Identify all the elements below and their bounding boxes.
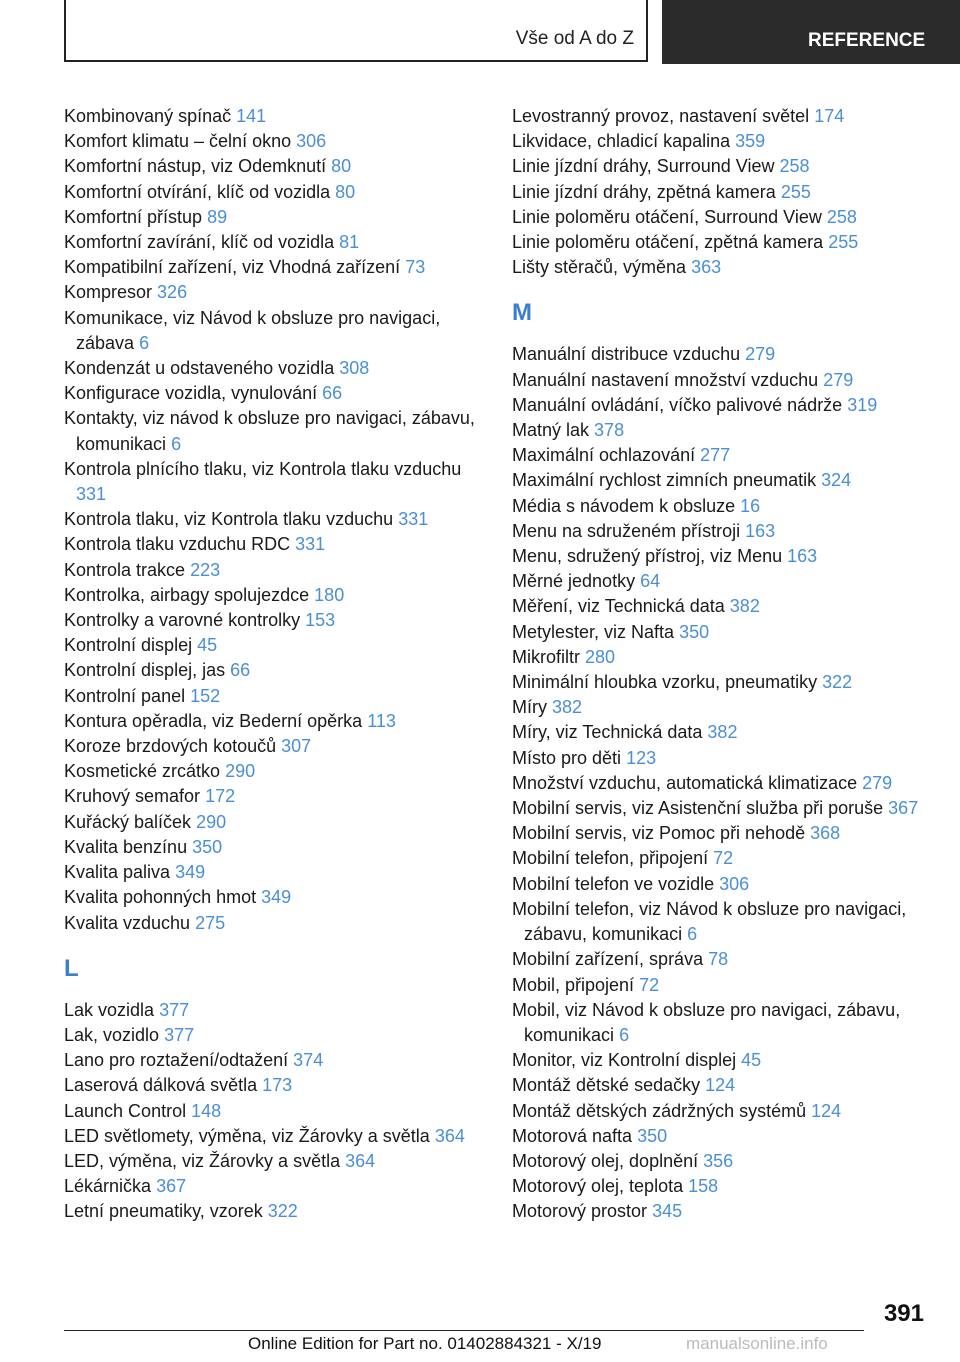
index-page-link[interactable]: 6 — [687, 924, 698, 945]
index-entry — [512, 129, 932, 154]
index-page-link[interactable]: 324 — [821, 470, 852, 491]
index-page-link[interactable]: 16 — [740, 495, 761, 516]
index-entry — [64, 633, 484, 658]
header-section-box — [64, 0, 648, 62]
index-entry — [512, 205, 932, 230]
index-entry — [64, 1048, 484, 1073]
index-entry — [512, 443, 932, 468]
index-page-link[interactable]: 275 — [195, 912, 226, 933]
index-page-link[interactable]: 72 — [713, 848, 734, 869]
index-page-link[interactable]: 141 — [236, 106, 267, 126]
header-section-title: Vše od A do Z — [515, 28, 634, 49]
index-entry — [512, 846, 932, 871]
index-page-link[interactable]: 277 — [700, 445, 731, 466]
header-chapter-tab — [662, 0, 960, 64]
index-page-link[interactable]: 382 — [552, 697, 583, 718]
index-entry-text: Mobilní telefon ve vozidle — [512, 873, 715, 894]
index-entry-text: Montáž dětské sedačky — [512, 1075, 701, 1096]
index-entry-text: Komunikace, viz Návod k obsluze pro navigaci, zábava — [64, 307, 441, 353]
index-entry — [512, 494, 932, 519]
index-entry-text: Linie jízdní dráhy, Surround View — [512, 156, 775, 177]
index-entry-text: Lano pro roztažení/odtažení — [64, 1050, 289, 1071]
index-page-link[interactable]: 363 — [691, 257, 722, 278]
index-page-link[interactable]: 80 — [331, 156, 352, 177]
index-entry — [512, 594, 932, 619]
index-entry — [64, 1174, 484, 1199]
index-page-link[interactable]: 326 — [157, 282, 188, 303]
footer-edition-text: Online Edition for Part no. 01402884321 - X/19 — [248, 1334, 602, 1353]
index-entry-text: Manuální distribuce vzduchu — [512, 344, 741, 365]
index-entry-text: LED světlomety, výměna, viz Žárovky a světla — [64, 1125, 430, 1146]
index-entry — [64, 507, 484, 532]
index-entry — [64, 860, 484, 885]
index-entry — [512, 872, 932, 897]
index-page-link[interactable]: 350 — [679, 621, 710, 642]
index-entry-text: Motorový prostor — [512, 1201, 648, 1222]
index-entry-text: Komfortní otvírání, klíč od vozidla — [64, 181, 331, 202]
index-page-link[interactable]: 306 — [296, 131, 327, 152]
index-page-link[interactable]: 322 — [267, 1201, 298, 1222]
index-entry-text: Komfortní přístup — [64, 206, 203, 227]
index-page-link[interactable]: 382 — [707, 722, 738, 743]
index-entry — [512, 393, 932, 418]
index-page-link[interactable]: 359 — [735, 131, 766, 152]
index-page-link[interactable]: 280 — [585, 646, 616, 667]
index-page-link[interactable]: 173 — [262, 1075, 293, 1096]
index-entry — [64, 1124, 484, 1149]
index-page-link[interactable]: 223 — [190, 559, 221, 580]
index-entry — [64, 583, 484, 608]
index-entry — [512, 670, 932, 695]
index-page-link[interactable]: 72 — [639, 974, 660, 995]
index-entry-text: Laserová dálková světla — [64, 1075, 258, 1096]
index-page-link[interactable]: 364 — [434, 1125, 465, 1146]
index-entry — [64, 558, 484, 583]
index-entry-text: Lišty stěračů, výměna — [512, 257, 687, 278]
index-page-link[interactable]: 290 — [225, 761, 256, 782]
index-entry — [512, 104, 932, 129]
index-entry — [512, 342, 932, 367]
index-entry — [512, 180, 932, 205]
index-entry-text: Monitor, viz Kontrolní displej — [512, 1050, 737, 1071]
index-page-link[interactable]: 6 — [139, 332, 150, 353]
index-entry-text: Kontrolní displej — [64, 635, 193, 656]
index-page-link[interactable]: 124 — [705, 1075, 736, 1096]
index-entry-text: Kontrola trakce — [64, 559, 186, 580]
index-entry — [64, 230, 484, 255]
index-entry — [512, 154, 932, 179]
index-page-link[interactable]: 148 — [191, 1100, 222, 1121]
index-column-left — [64, 104, 484, 1225]
index-entry-text: Konfigurace vozidla, vynulování — [64, 383, 318, 404]
index-page-link[interactable]: 158 — [688, 1176, 719, 1197]
index-entry — [512, 947, 932, 972]
index-entry — [512, 620, 932, 645]
index-entry — [512, 1149, 932, 1174]
index-page-link[interactable]: 364 — [345, 1150, 376, 1171]
index-entry-text: Místo pro děti — [512, 747, 622, 768]
index-entry — [512, 897, 932, 947]
index-entry — [512, 544, 932, 569]
index-page-link[interactable]: 180 — [314, 584, 345, 605]
index-entry-text: Kompatibilní zařízení, viz Vhodná zařízení — [64, 257, 401, 278]
index-entry — [512, 1199, 932, 1224]
index-entry — [64, 709, 484, 734]
index-page-link[interactable]: 163 — [787, 546, 818, 567]
index-entry — [64, 1149, 484, 1174]
index-page-link[interactable]: 81 — [339, 232, 360, 253]
index-page-link[interactable]: 382 — [729, 596, 760, 617]
index-entry-text: Lak vozidla — [64, 999, 155, 1020]
index-page-link[interactable]: 350 — [637, 1125, 668, 1146]
index-entry — [64, 1099, 484, 1124]
index-page-link[interactable]: 306 — [719, 873, 750, 894]
index-entry — [64, 104, 484, 129]
index-entry — [64, 885, 484, 910]
index-entry — [64, 356, 484, 381]
index-entry-text: Menu na sdruženém přístroji — [512, 520, 741, 541]
index-entry-text: Kondenzát u odstaveného vozidla — [64, 358, 335, 379]
index-page-link[interactable]: 349 — [261, 887, 292, 908]
index-page-link[interactable]: 378 — [594, 420, 625, 441]
index-entry-text: Kvalita pohonných hmot — [64, 887, 257, 908]
index-page-link[interactable]: 174 — [814, 106, 845, 126]
index-entry-text: Mobilní servis, viz Pomoc při nehodě — [512, 823, 806, 844]
index-page-link[interactable]: 6 — [171, 433, 182, 454]
index-entry-text: Levostranný provoz, nastavení světel — [512, 106, 810, 126]
index-entry-text: Manuální nastavení množství vzduchu — [512, 369, 819, 390]
index-entry — [64, 406, 484, 456]
index-entry — [64, 1199, 484, 1224]
index-entry-text: Linie poloměru otáčení, Surround View — [512, 206, 822, 227]
index-entry-text: Média s návodem k obsluze — [512, 495, 736, 516]
index-page-link[interactable]: 6 — [619, 1024, 630, 1045]
index-entry — [64, 129, 484, 154]
index-entry — [64, 998, 484, 1023]
index-page-link[interactable]: 319 — [847, 394, 878, 415]
index-page-link[interactable]: 64 — [640, 571, 661, 592]
index-entry — [64, 255, 484, 280]
index-entry — [64, 205, 484, 230]
index-entry-text: Kontrola tlaku vzduchu RDC — [64, 534, 291, 555]
index-entry-text: Míry — [512, 697, 547, 718]
index-entry-text: Kompresor — [64, 282, 153, 303]
index-entry-text: Kontrolka, airbagy spolujezdce — [64, 584, 310, 605]
index-entry — [64, 810, 484, 835]
index-entry — [64, 280, 484, 305]
index-entry — [64, 608, 484, 633]
index-entry — [512, 1124, 932, 1149]
index-page-link[interactable]: 258 — [826, 206, 857, 227]
index-entry — [64, 684, 484, 709]
index-entry — [64, 1023, 484, 1048]
index-entry-text: Kontakty, viz návod k obsluze pro navigaci, zábavu, komunikaci — [64, 408, 475, 454]
index-entry-text: Kvalita benzínu — [64, 836, 188, 857]
index-entry — [512, 1099, 932, 1124]
index-entry-text: Kvalita paliva — [64, 862, 171, 883]
index-entry-text: Motorový olej, teplota — [512, 1176, 684, 1197]
index-entry — [64, 154, 484, 179]
index-entry-text: Mobil, připojení — [512, 974, 635, 995]
index-page-link[interactable]: 356 — [703, 1150, 734, 1171]
index-entry-text: Měření, viz Technická data — [512, 596, 725, 617]
index-page-link[interactable]: 279 — [745, 344, 776, 365]
index-entry-text: Mikrofiltr — [512, 646, 580, 667]
index-entry-text: Komfort klimatu – čelní okno — [64, 131, 292, 152]
index-entry — [512, 720, 932, 745]
index-page-link[interactable]: 345 — [652, 1201, 683, 1222]
index-entry-text: Kontura opěradla, viz Bederní opěrka — [64, 710, 363, 731]
index-entry-text: Koroze brzdových kotoučů — [64, 736, 277, 757]
index-page-link[interactable]: 163 — [745, 520, 776, 541]
index-entry-text: Motorová nafta — [512, 1125, 633, 1146]
index-entry — [512, 746, 932, 771]
header-chapter-title: REFERENCE — [808, 30, 926, 51]
index-page-link[interactable]: 377 — [164, 1024, 195, 1045]
index-page-link[interactable]: 377 — [159, 999, 190, 1020]
index-entry-text: Likvidace, chladicí kapalina — [512, 131, 731, 152]
index-page-link[interactable]: 255 — [780, 181, 811, 202]
index-entry-text: Mobilní telefon, viz Návod k obsluze pro navigaci, zábavu, komunikaci — [512, 898, 907, 945]
index-entry — [512, 1073, 932, 1098]
index-entry-text: Lékárnička — [64, 1176, 152, 1197]
index-entry — [512, 645, 932, 670]
index-entry-text: Mobilní zařízení, správa — [512, 949, 704, 970]
index-entry-text: Montáž dětských zádržných systémů — [512, 1100, 807, 1121]
index-entry — [512, 796, 932, 821]
index-page-link[interactable]: 89 — [207, 206, 228, 227]
index-entry-text: Kontrola plnícího tlaku, viz Kontrola tlaku vzduchu — [64, 458, 462, 479]
index-entry-text: Kvalita vzduchu — [64, 912, 191, 933]
index-entry — [512, 519, 932, 544]
page-number: 391 — [883, 1300, 924, 1327]
index-page-link[interactable]: 331 — [295, 534, 326, 555]
index-entry-text: Metylester, viz Nafta — [512, 621, 675, 642]
index-page-link[interactable]: 113 — [367, 710, 396, 731]
index-page-link[interactable]: 290 — [196, 811, 227, 832]
index-column-right — [512, 104, 932, 1225]
index-entry-text: Motorový olej, doplnění — [512, 1150, 699, 1171]
index-entry-text: Kontrolní displej, jas — [64, 660, 226, 681]
index-page-link[interactable]: 153 — [305, 610, 336, 631]
index-entry — [512, 468, 932, 493]
index-entry-text: Maximální ochlazování — [512, 445, 696, 466]
index-letter-heading: L — [64, 954, 79, 982]
index-entry-text: Matný lak — [512, 420, 590, 441]
index-entry — [512, 255, 932, 280]
index-page-link[interactable]: 350 — [192, 836, 223, 857]
index-entry — [512, 569, 932, 594]
footer-divider — [64, 1330, 864, 1331]
index-entry — [512, 821, 932, 846]
index-entry — [64, 784, 484, 809]
index-entry-text: Mobilní telefon, připojení — [512, 848, 709, 869]
index-entry-text: Komfortní zavírání, klíč od vozidla — [64, 232, 335, 253]
index-entry — [64, 835, 484, 860]
index-page-link[interactable]: 367 — [888, 798, 919, 819]
index-entry-text: Kosmetické zrcátko — [64, 761, 221, 782]
index-entry — [512, 998, 932, 1048]
index-page-link[interactable]: 45 — [741, 1050, 762, 1071]
index-page-link[interactable]: 172 — [205, 786, 236, 807]
index-entry-text: Měrné jednotky — [512, 571, 636, 592]
index-entry — [512, 368, 932, 393]
index-page-link[interactable]: 374 — [293, 1050, 324, 1071]
index-entry-text: Míry, viz Technická data — [512, 722, 703, 743]
index-entry — [64, 734, 484, 759]
index-page-link[interactable]: 308 — [339, 358, 370, 379]
index-entry — [64, 306, 484, 356]
index-page-link[interactable]: 66 — [230, 660, 251, 681]
index-entry — [64, 532, 484, 557]
index-page-link[interactable]: 331 — [398, 509, 429, 530]
index-entry-text: Menu, sdružený přístroj, viz Menu — [512, 546, 783, 567]
index-page-link[interactable]: 124 — [811, 1100, 842, 1121]
index-page-link[interactable]: 307 — [281, 736, 312, 757]
index-page-link[interactable]: 255 — [828, 232, 859, 253]
index-page-link[interactable]: 258 — [779, 156, 810, 177]
index-entry-text: Kombinovaný spínač — [64, 106, 232, 126]
index-entry-text: Maximální rychlost zimních pneumatik — [512, 470, 817, 491]
index-entry — [64, 759, 484, 784]
index-entry-text: Kontrola tlaku, viz Kontrola tlaku vzduchu — [64, 509, 394, 530]
index-entry — [512, 695, 932, 720]
index-page-link[interactable]: 66 — [322, 383, 343, 404]
index-page-link[interactable]: 78 — [708, 949, 729, 970]
index-entry — [64, 911, 484, 936]
index-entry-text: Manuální ovládání, víčko palivové nádrže — [512, 394, 843, 415]
index-page-link[interactable]: 80 — [335, 181, 356, 202]
index-letter-heading: M — [512, 299, 532, 327]
index-entry-text: LED, výměna, viz Žárovky a světla — [64, 1150, 341, 1171]
index-page-link[interactable]: 123 — [626, 747, 657, 768]
index-page-link[interactable]: 279 — [862, 772, 893, 793]
index-entry — [512, 1174, 932, 1199]
index-entry-text: Kuřácký balíček — [64, 811, 192, 832]
index-entry — [64, 457, 484, 507]
index-page-link[interactable]: 322 — [822, 672, 853, 693]
index-page-link[interactable]: 331 — [76, 484, 107, 505]
index-page-link[interactable]: 73 — [405, 257, 426, 278]
index-entry-text: Minimální hloubka vzorku, pneumatiky — [512, 672, 818, 693]
index-page-link[interactable]: 349 — [175, 862, 206, 883]
footer-watermark: manualsonline.info — [686, 1334, 828, 1353]
index-entry-text: Mobilní servis, viz Asistenční služba při poruše — [512, 798, 884, 819]
index-entry — [512, 771, 932, 796]
index-entry-text: Linie poloměru otáčení, zpětná kamera — [512, 232, 824, 253]
index-page-link[interactable]: 152 — [190, 685, 221, 706]
index-entry-text: Letní pneumatiky, vzorek — [64, 1201, 263, 1222]
index-entry-text: Množství vzduchu, automatická klimatizace — [512, 772, 858, 793]
index-entry-text: Kontrolky a varovné kontrolky — [64, 610, 301, 631]
index-page-link[interactable]: 45 — [197, 635, 218, 656]
index-page-link[interactable]: 368 — [810, 823, 841, 844]
index-entry-text: Komfortní nástup, viz Odemknutí — [64, 156, 327, 177]
index-entry — [64, 1073, 484, 1098]
index-entry — [64, 381, 484, 406]
index-entry — [512, 1048, 932, 1073]
index-entry-text: Kontrolní panel — [64, 685, 186, 706]
index-entry-text: Launch Control — [64, 1100, 187, 1121]
index-page-link[interactable]: 279 — [823, 369, 854, 390]
index-entry — [512, 418, 932, 443]
index-entry-text: Kruhový semafor — [64, 786, 201, 807]
index-entry — [64, 658, 484, 683]
index-entry — [512, 230, 932, 255]
index-entry-text: Mobil, viz Návod k obsluze pro navigaci, zábavu, komunikaci — [512, 999, 901, 1045]
index-entry-text: Linie jízdní dráhy, zpětná kamera — [512, 181, 776, 202]
index-page-link[interactable]: 367 — [156, 1176, 187, 1197]
index-entry-text: Lak, vozidlo — [64, 1024, 160, 1045]
index-entry — [64, 180, 484, 205]
index-entry — [512, 973, 932, 998]
